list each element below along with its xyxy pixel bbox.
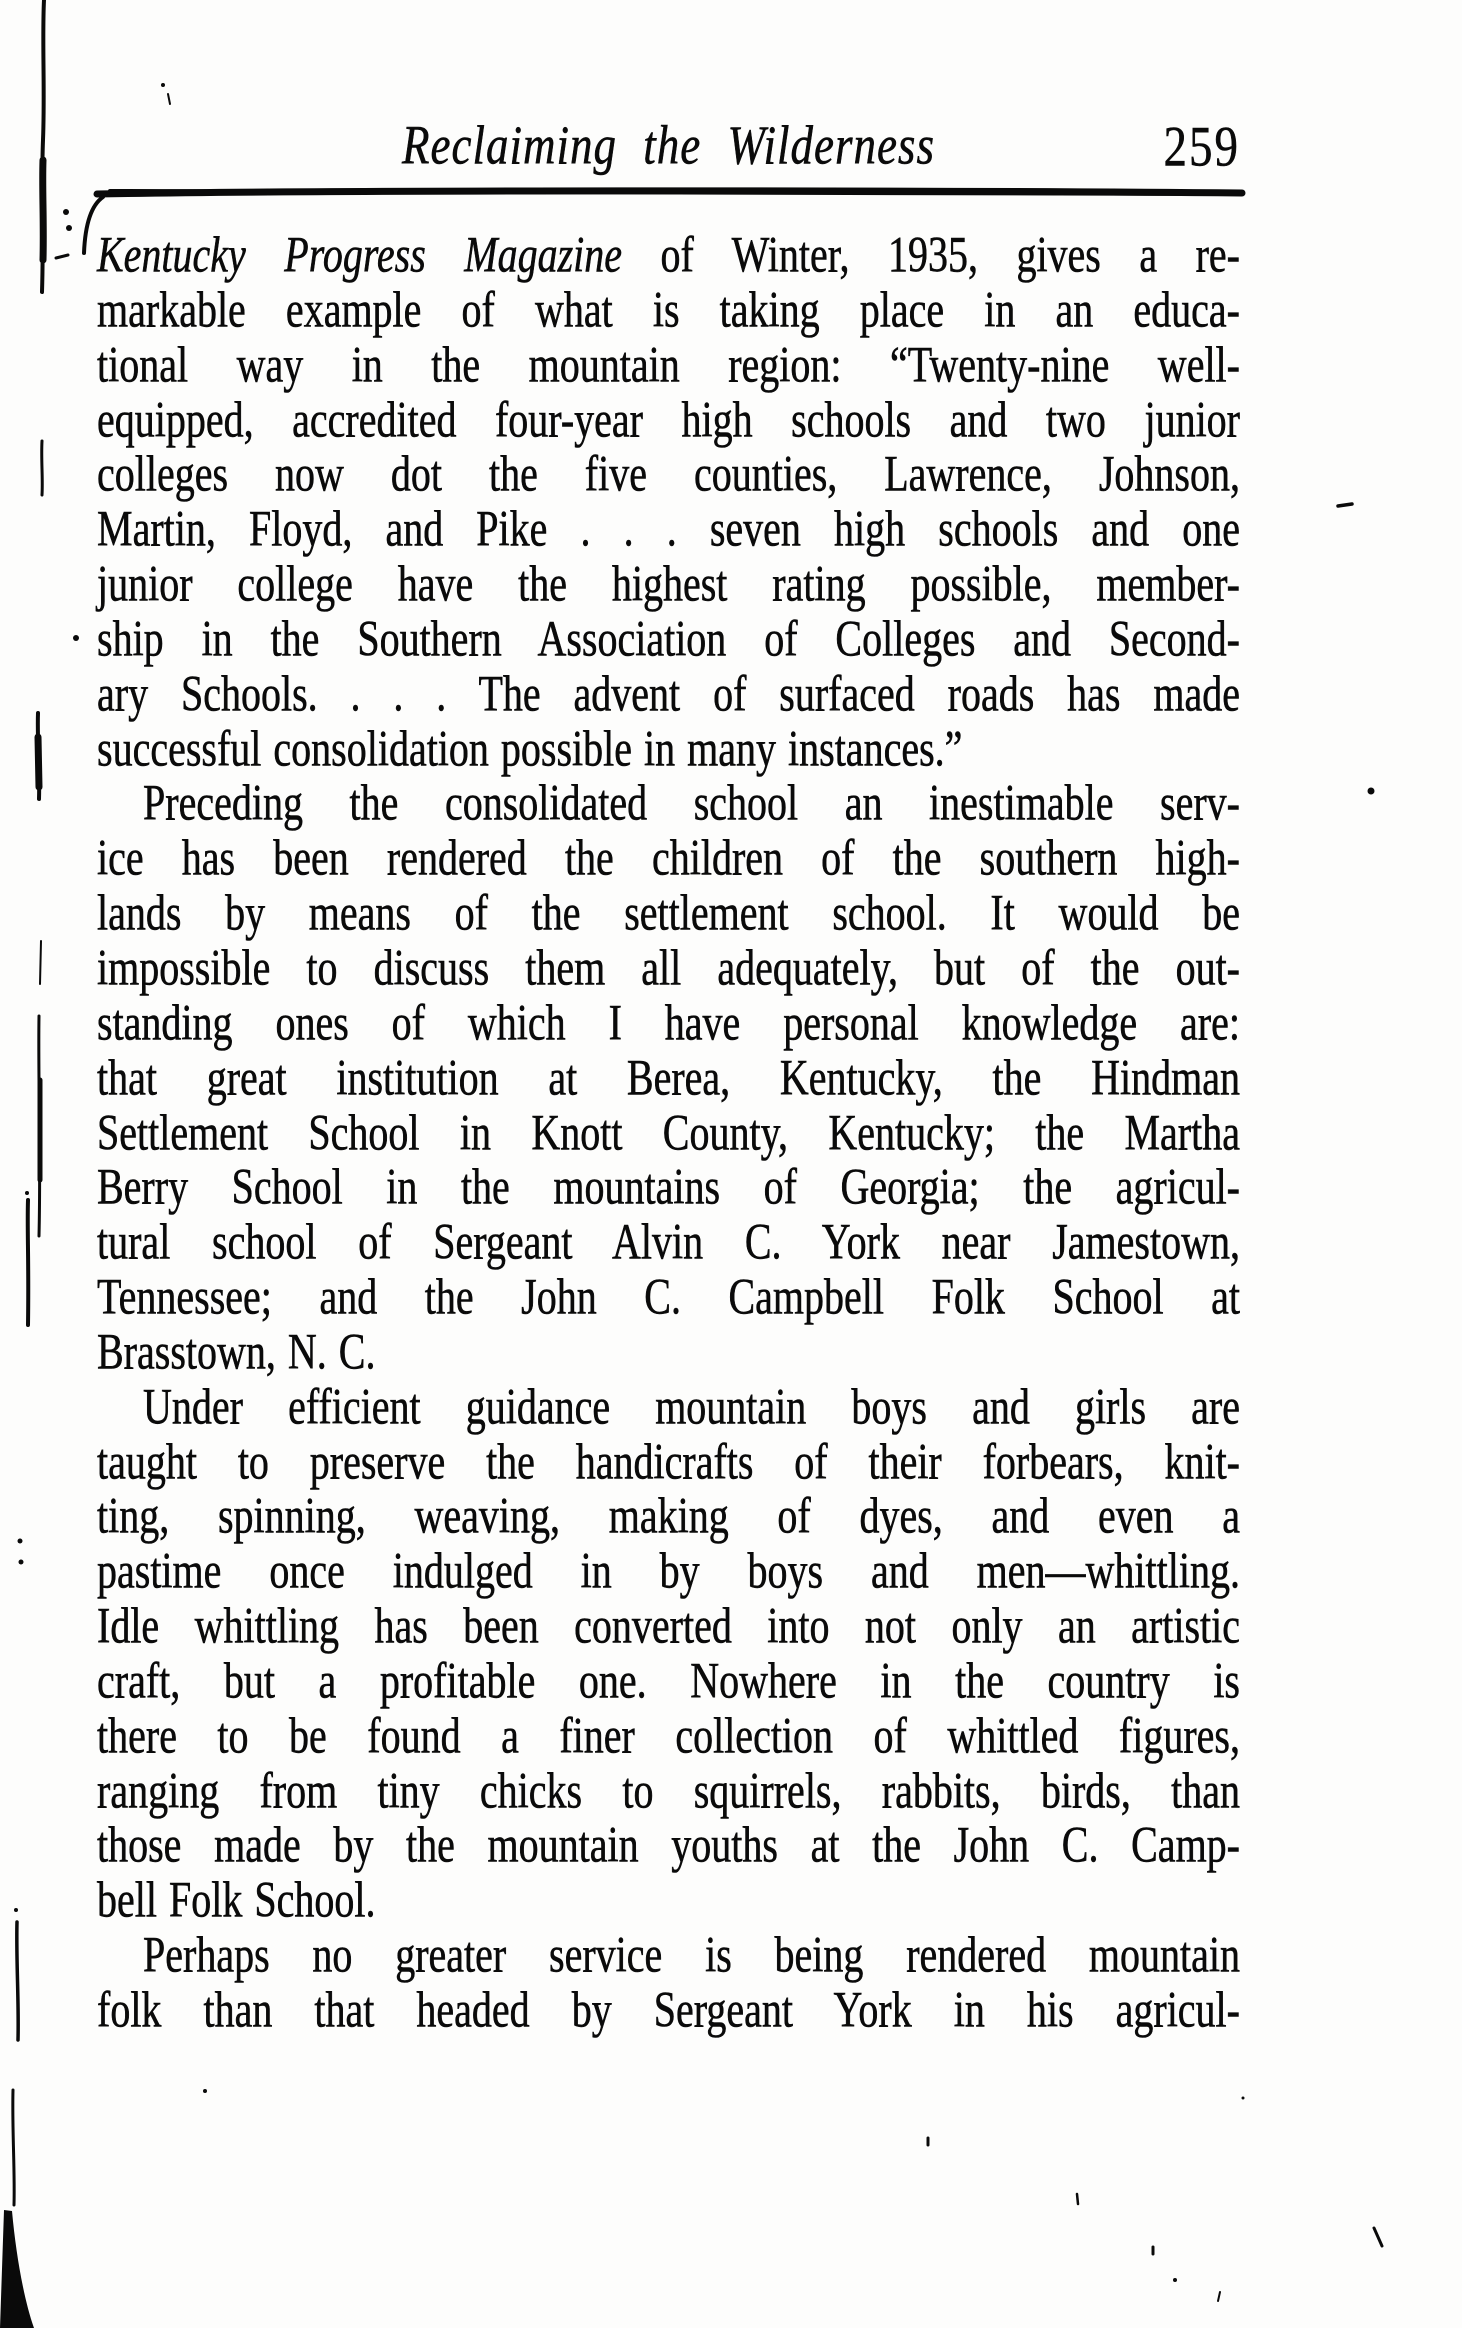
text-line: standing ones of which I have personal knowledge are: [97,993,1240,1051]
italic-citation-text: Kentucky Progress Magazine [97,225,623,283]
text-line: ranging from tiny chicks to squirrels, rabbits, birds, than [97,1761,1240,1819]
body-text-run: of Winter, 1935, gives a re- [622,225,1241,283]
text-line: craft, but a profitable one. Nowhere in the country is [97,1651,1240,1709]
text-line: ship in the Southern Association of Colleges and Second- [97,609,1240,667]
text-line: Berry School in the mountains of Georgia; the agricul- [97,1158,1240,1216]
text-line: junior college have the highest rating possible, member- [97,554,1240,612]
text-line: Martin, Floyd, and Pike . . . seven high schools and one [97,499,1240,558]
text-line: ary Schools. . . . The advent of surfaced roads has made [97,664,1240,722]
text-line: Perhaps no greater service is being rendered mountain [143,1925,1240,1983]
text-line: there to be found a finer collection of whittled figures, [97,1706,1240,1764]
body-text [97,225,1241,2038]
text-line: tural school of Sergeant Alvin C. York near Jamestown, [97,1212,1240,1271]
page-header-title: Reclaiming the Wilderness [402,114,935,176]
text-line: colleges now dot the five counties, Lawrence, Johnson, [97,445,1240,503]
text-line: lands by means of the settlement school. It would be [97,883,1240,941]
text-line: Idle whittling has been converted into not only an artistic [97,1596,1240,1654]
text-line: those made by the mountain youths at the John C. Camp- [97,1816,1240,1874]
text-line: that great institution at Berea, Kentucky, the Hindman [97,1048,1240,1106]
text-line: markable example of what is taking place in an educa- [97,280,1240,338]
text-line: Under efficient guidance mountain boys and girls are [143,1377,1240,1435]
text-line: Brasstown, N. C. [97,1322,376,1380]
text-line: successful consolidation possible in many instances.” [97,719,963,777]
text-line: ice has been rendered the children of the southern high- [97,828,1240,887]
text-line: ting, spinning, weaving, making of dyes, and even a [97,1487,1240,1545]
page-header [97,0,1240,210]
text-line: equipped, accredited four-year high schools and two junior [97,390,1240,448]
text-line: folk than that headed by Sergeant York in his agricul- [97,1980,1240,2038]
text-line: Preceding the consolidated school an inestimable serv- [143,774,1240,832]
text-line: impossible to discuss them all adequately, but of the out- [97,938,1240,996]
text-line: taught to preserve the handicrafts of their forbears, knit- [97,1432,1240,1490]
text-line: Tennessee; and the John C. Campbell Folk School at [97,1267,1240,1325]
text-line: tional way in the mountain region: “Twenty-nine well- [97,335,1240,393]
text-line: Settlement School in Knott County, Kentucky; the Martha [97,1103,1240,1161]
text-line: bell Folk School. [97,1870,376,1929]
page-number: 259 [1163,115,1240,179]
text-line: pastime once indulged in by boys and men—whittling. [97,1541,1240,1600]
